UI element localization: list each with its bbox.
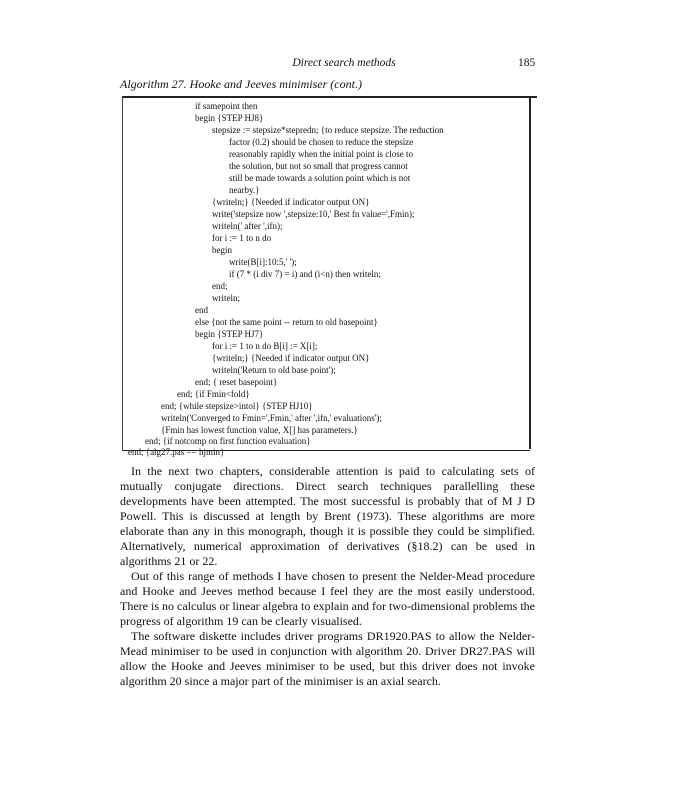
paragraph: In the next two chapters, considerable attention is paid to calculating sets of mutually conjugate directions. Direct search techniques parallelling these developments have been attempted. The most successful is probably that of M J D Powell. This is discussed at length by Brent (1973). These algorithms are more elaborate than any in this monograph, though it is possible they could be simplified. Alternatively, numerical approximation of derivatives (§18.2) can be used in algorithms 21 or 22. — [120, 464, 535, 568]
body-text — [120, 464, 535, 689]
paragraph: Out of this range of methods I have chosen to present the Nelder-Mead procedure and Hooke and Jeeves method because I feel they are the most easily understood. There is no calculus or linear algebra to explain and for two-dimensional problems the progress of algorithm 19 can be clearly visualised. — [120, 569, 535, 628]
code-line: factor (0.2) should be chosen to reduce the stepsize — [229, 137, 414, 147]
code-line: nearby.} — [229, 185, 260, 195]
code-line: write('stepsize now ',stepsize:10,' Best fn value=',Fmin); — [212, 209, 415, 219]
code-box-corner-tick — [529, 96, 537, 98]
code-line: end — [195, 305, 208, 315]
code-line: end; {while stepsize>intol} {STEP HJ10} — [161, 401, 313, 411]
code-line: write(B[i]:10:5,' '); — [229, 257, 297, 267]
code-line: end; {if Fmin<fold} — [177, 389, 250, 399]
code-line: end; { reset basepoint} — [195, 377, 278, 387]
code-line: writeln(' after ',ifn); — [212, 221, 283, 231]
algorithm-caption: Algorithm 27. Hooke and Jeeves minimiser (cont.) — [120, 77, 362, 91]
code-line: {writeln;} {Needed if indicator output ON} — [212, 353, 370, 363]
code-line: {Fmin has lowest function value, X[] has parameters.} — [161, 425, 358, 435]
code-line: the solution, but not so small that progress cannot — [229, 161, 408, 171]
page-number: 185 — [518, 57, 536, 69]
code-line: end; {alg27.pas == hjmin} — [128, 447, 225, 457]
running-header-title: Direct search methods — [292, 57, 396, 69]
code-box-right-rule — [529, 96, 531, 449]
code-line: reasonably rapidly when the initial point is close to — [229, 149, 413, 159]
code-line: still be made towards a solution point which is not — [229, 173, 411, 183]
code-line: begin {STEP HJ8} — [195, 113, 264, 123]
code-line: begin — [212, 245, 232, 255]
paragraph: The software diskette includes driver programs DR1920.PAS to allow the Nelder-Mead minimiser to be used in conjunction with algorithm 20. Driver DR27.PAS will allow the Hooke and Jeeves minimiser to be used, but this driver does not invoke algorithm 20 since a major part of the minimiser is an axial search. — [120, 629, 535, 688]
code-line: writeln('Return to old base point'); — [212, 365, 336, 375]
code-line: begin {STEP HJ7} — [195, 329, 264, 339]
code-line: end; {if notcomp on first function evaluation} — [145, 436, 311, 446]
code-line: writeln('Converged to Fmin=',Fmin,' after ',ifn,' evaluations'); — [161, 413, 382, 423]
code-line: stepsize := stepsize*stepredn; {to reduce stepsize. The reduction — [212, 125, 444, 135]
code-line: end; — [212, 281, 228, 291]
code-line: if (7 * (i div 7) = i) and (i<n) then writeln; — [229, 269, 381, 279]
code-line: for i := 1 to n do — [212, 233, 272, 243]
code-line: {writeln;} {Needed if indicator output ON} — [212, 197, 370, 207]
code-line: for i := 1 to n do B[i] := X[i]; — [212, 341, 318, 351]
code-line: else {not the same point -- return to old basepoint} — [195, 317, 378, 327]
code-line: writeln; — [212, 293, 240, 303]
code-line: if samepoint then — [195, 101, 258, 111]
